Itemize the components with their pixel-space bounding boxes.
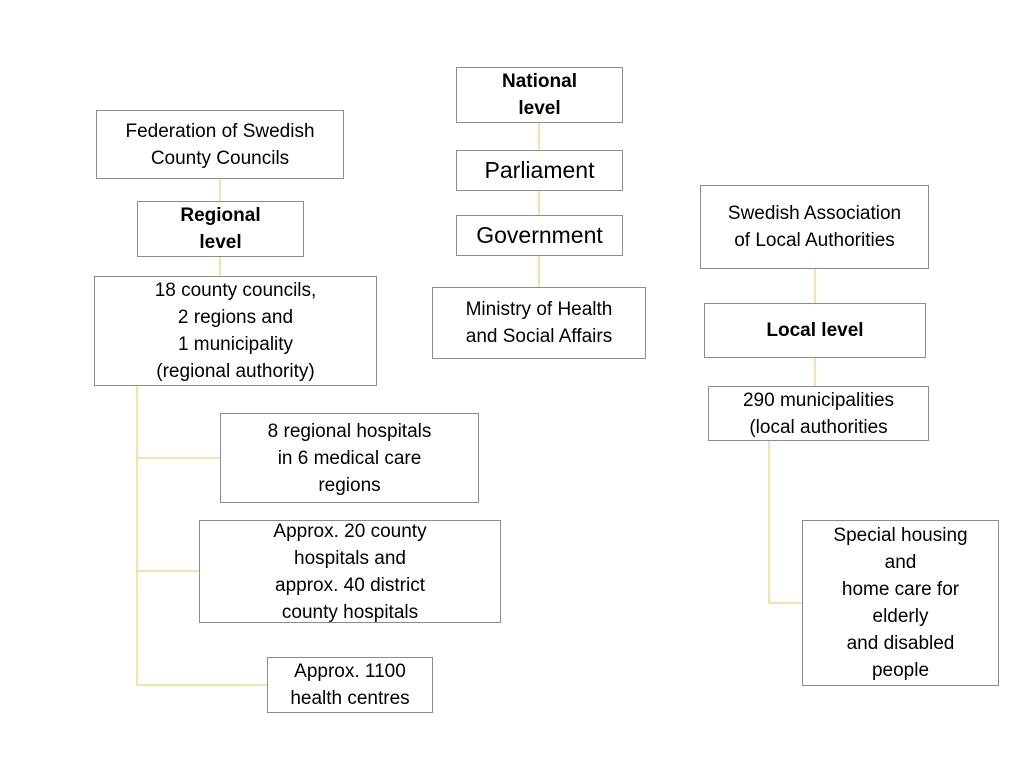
county-councils-box: 18 county councils, 2 regions and 1 municipality (regional authority) xyxy=(94,276,377,386)
health-centres-box: Approx. 1100 health centres xyxy=(267,657,433,713)
municipalities-box: 290 municipalities (local authorities xyxy=(708,386,929,441)
county-hospitals-box: Approx. 20 county hospitals and approx. 40 district county hospitals xyxy=(199,520,501,623)
government-box: Government xyxy=(456,215,623,256)
association-box: Swedish Association of Local Authorities xyxy=(700,185,929,269)
parliament-box: Parliament xyxy=(456,150,623,191)
local-level-box: Local level xyxy=(704,303,926,358)
regional-hospitals-box: 8 regional hospitals in 6 medical care regions xyxy=(220,413,479,503)
national-level-box: National level xyxy=(456,67,623,123)
federation-box: Federation of Swedish County Councils xyxy=(96,110,344,179)
regional-level-box: Regional level xyxy=(137,201,304,257)
special-housing-box: Special housing and home care for elderly and disabled people xyxy=(802,520,999,686)
ministry-box: Ministry of Health and Social Affairs xyxy=(432,287,646,359)
